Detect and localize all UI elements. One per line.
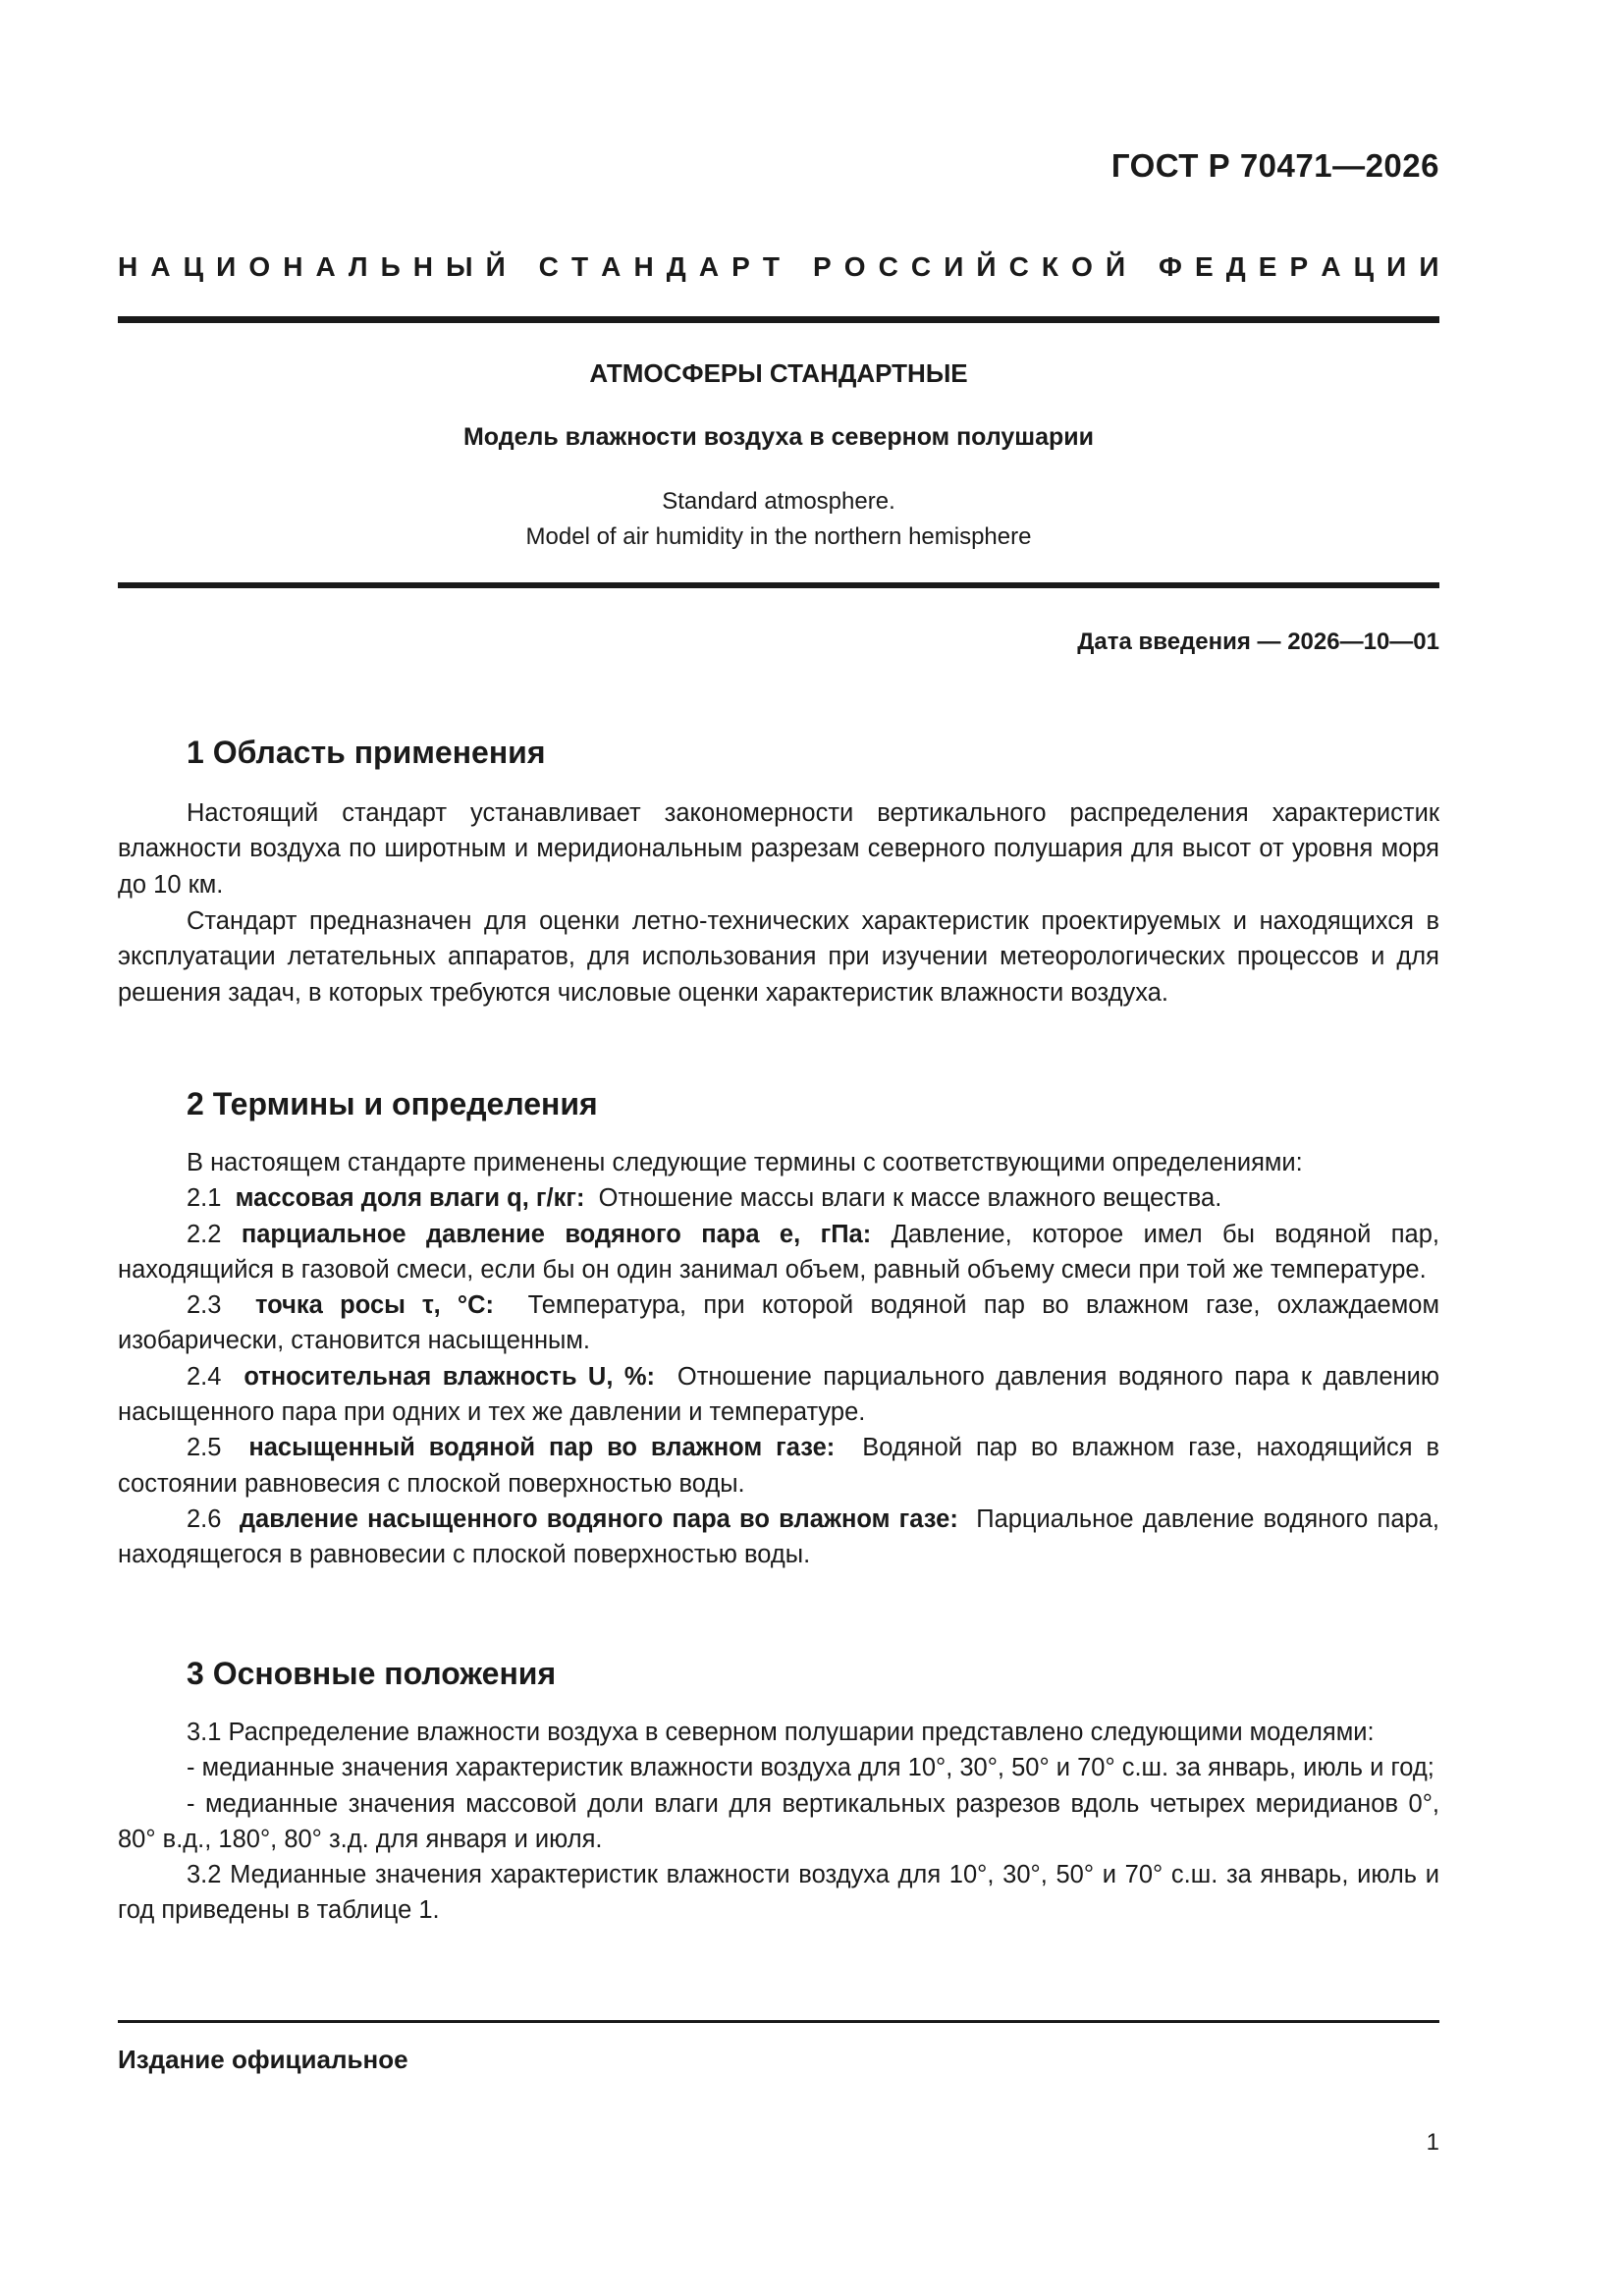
banner-letter: Л [348, 251, 368, 282]
banner-letter: К [1041, 251, 1058, 282]
banner-letter: Т [762, 251, 780, 282]
page-number: 1 [1426, 2129, 1439, 2156]
banner-letter: Е [1194, 251, 1214, 282]
terms-intro: В настоящем стандарте применены следующие термины с соответствующими определениями: [187, 1149, 1303, 1176]
section-1-heading: 1 Область применения [187, 735, 546, 770]
term-number: 2.4 [187, 1362, 222, 1391]
section-1-paragraph-2: Стандарт предназначен для оценки летно-технических характеристик проектируемых и находящихся в эксплуатации летательных аппаратов, для использования при изучении метеорологических процессов и для решения задач, в которых требуются числовые оценки характеристик влажности воздуха. [118, 907, 1439, 1007]
term-definition: Отношение парциального давления водяного пара к давлению насыщенного пара при одних и тех же давлении и температуре. [118, 1362, 1440, 1427]
banner-letter: И [1386, 251, 1407, 282]
section-3-body [118, 1715, 1439, 1929]
banner-letter: Д [666, 251, 686, 282]
banner-letter: Д [1225, 251, 1246, 282]
term-item [118, 1180, 1439, 1216]
title-bottom-rule [118, 582, 1439, 588]
banner-letter: Й [485, 251, 506, 282]
term-number: 2.3 [187, 1291, 222, 1320]
term-name: парциальное давление водяного пара e, гПа: [241, 1220, 872, 1248]
banner-letter: Ь [380, 251, 401, 282]
banner-letter: О [1071, 251, 1093, 282]
banner-letter: И [944, 251, 964, 282]
term-item [118, 1359, 1439, 1431]
term-definition: Температура, при которой водяной пар во влажном газе, охлаждаемом изобарически, становится насыщенным. [118, 1291, 1439, 1355]
banner-letter [792, 251, 800, 283]
introduction-date: Дата введения — 2026—10—01 [1077, 629, 1439, 655]
term-item [118, 1502, 1439, 1573]
footer-rule [118, 2020, 1439, 2023]
banner-letter: И [1419, 251, 1439, 282]
banner-letter: А [698, 251, 720, 282]
banner-letter: С [1008, 251, 1029, 282]
document-subtitle: Модель влажности воздуха в северном полушарии [462, 423, 1095, 451]
banner-letter [1138, 251, 1146, 283]
terms-list [118, 1145, 1439, 1573]
banner-letter: Е [1258, 251, 1277, 282]
term-item [118, 1217, 1439, 1288]
section-3-paragraph-3: - медианные значения массовой доли влаги для вертикальных разрезов вдоль четырех меридианов 0°, 80° в.д., 180°, 80° з.д. для января и июля. [118, 1789, 1439, 1853]
banner-letter: Р [1289, 251, 1309, 282]
term-name: насыщенный водяной пар во влажном газе: [248, 1434, 836, 1462]
section-2-heading: 2 Термины и определения [187, 1086, 598, 1121]
section-1-paragraph-1: Настоящий стандарт устанавливает закономерности вертикального распределения характеристик влажности воздуха по широтным и меридиональным разрезам северного полушария для высот от уровня моря до 10 км. [118, 799, 1439, 899]
banner-letter: Н [412, 251, 434, 282]
banner-letter: Н [283, 251, 303, 282]
term-name: массовая доля влаги q, г/кг: [235, 1184, 585, 1213]
section-3-paragraph-2: - медианные значения характеристик влажности воздуха для 10°, 30°, 50° и 70° с.ш. за январь, июль и год; [187, 1754, 1434, 1782]
banner-letter: Ц [1353, 251, 1375, 282]
official-edition-label: Издание официальное [118, 2045, 408, 2074]
term-name: относительная влажность U, %: [243, 1362, 656, 1391]
section-3-paragraph-1: 3.1 Распределение влажности воздуха в северном полушарии представлено следующими моделями: [187, 1719, 1375, 1746]
section-3-paragraph-4: 3.2 Медианные значения характеристик влажности воздуха для 10°, 30°, 50° и 70° с.ш. за январь, июль и год приведены в таблице 1. [118, 1861, 1439, 1925]
banner-letter: Т [570, 251, 589, 282]
top-rule [118, 316, 1439, 323]
banner-letter: И [216, 251, 237, 282]
term-definition: Отношение массы влаги к массе влажного вещества. [598, 1184, 1222, 1213]
banner-letter: А [315, 251, 336, 282]
banner-letter: Ы [446, 251, 473, 282]
term-number: 2.6 [187, 1504, 222, 1533]
english-title-line-1: Standard atmosphere. [662, 488, 895, 515]
national-standard-banner [118, 251, 1439, 283]
banner-letter: Н [118, 251, 138, 282]
standard-code: ГОСТ Р 70471—2026 [1110, 147, 1439, 184]
term-definition: Парциальное давление водяного пара, находящегося в равновесии с плоской поверхностью воды. [118, 1504, 1439, 1569]
banner-letter: О [248, 251, 271, 282]
banner-letter: Ф [1159, 251, 1182, 282]
banner-letter: А [150, 251, 171, 282]
term-number: 2.5 [187, 1434, 222, 1462]
term-name: давление насыщенного водяного пара во влажном газе: [239, 1504, 958, 1533]
banner-letter: Р [731, 251, 750, 282]
banner-letter: Р [812, 251, 832, 282]
banner-letter [518, 251, 526, 283]
term-definition: Давление, которое имел бы водяной пар, находящийся в газовой смеси, если бы он один занимал объем, равный объему смеси при той же температуре. [118, 1220, 1439, 1284]
banner-letter: А [1321, 251, 1341, 282]
section-3-heading: 3 Основные положения [187, 1656, 557, 1691]
term-number: 2.1 [187, 1184, 222, 1213]
english-title [118, 484, 1439, 555]
banner-letter: С [878, 251, 898, 282]
banner-letter: А [601, 251, 622, 282]
document-title: АТМОСФЕРЫ СТАНДАРТНЫЕ [589, 358, 968, 388]
term-name: точка росы τ, °С: [255, 1291, 495, 1320]
english-title-line-2: Model of air humidity in the northern hemisphere [525, 523, 1032, 550]
banner-letter: О [843, 251, 866, 282]
banner-letter: С [538, 251, 559, 282]
term-number: 2.2 [187, 1220, 222, 1248]
banner-letter: Ц [183, 251, 204, 282]
banner-letter: Й [976, 251, 997, 282]
banner-letter: Й [1105, 251, 1126, 282]
banner-letter: Н [633, 251, 654, 282]
term-definition: Водяной пар во влажном газе, находящийся в состоянии равновесия с плоской поверхностью воды. [118, 1434, 1440, 1498]
term-item [118, 1287, 1439, 1359]
banner-letter: С [910, 251, 932, 282]
term-item [118, 1430, 1439, 1502]
